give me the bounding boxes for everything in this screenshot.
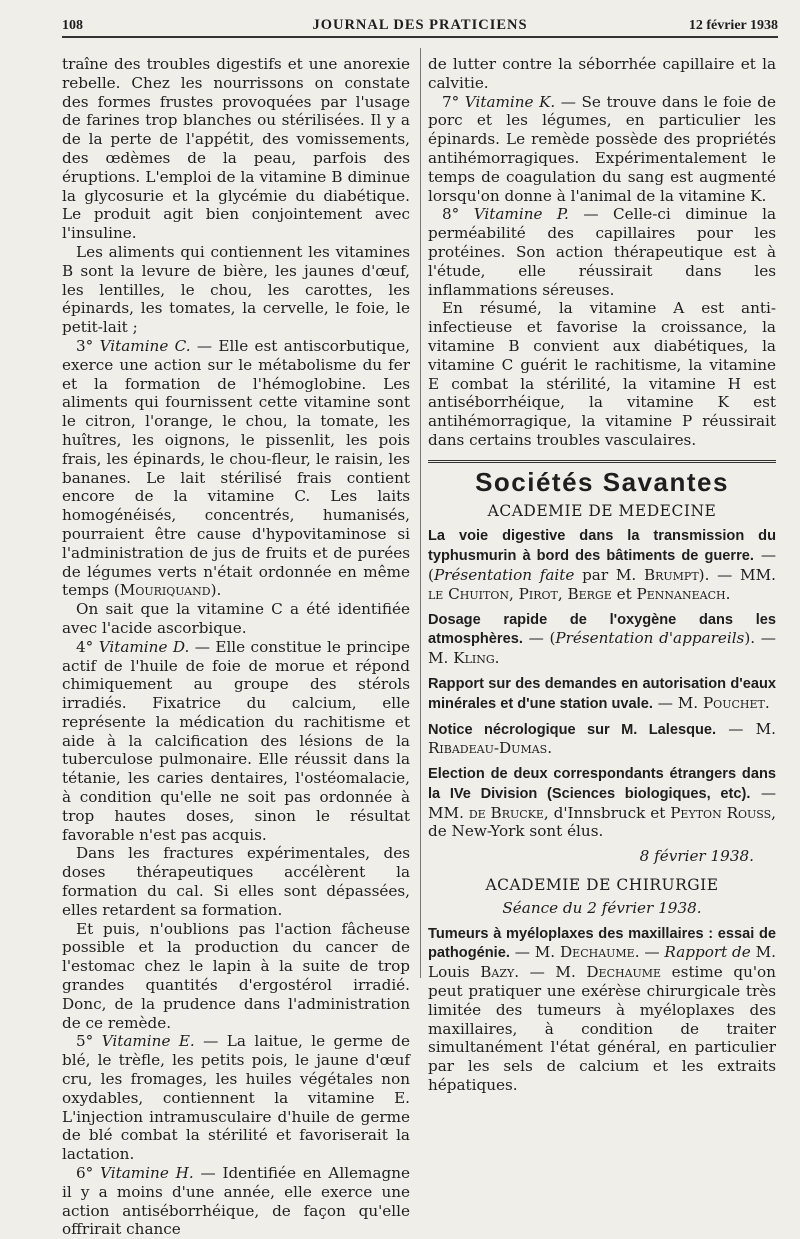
paragraph-vitamin-k: 7° Vitamine K. — Se trouve dans le foie de porc et les légumes, en particulier les épinards. Le remède possède des propriétés antihémorragiques. Expérimentalement le temps de coagulation du sang est augmenté lorsqu'on donne à l'animal de la vitamine K. [428,92,776,205]
paragraph-vitamin-p: 8° Vitamine P. — Celle-ci diminue la perméabilité des capillaires pour les protéines. Son action thérapeutique est à l'étude, elle réussirait dans les inflammations séreuses. [428,205,776,299]
signature-date: 8 février 1938. [639,847,754,866]
paragraph-vitamin-h: 6° Vitamine H. — Identifiée en Allemagne il y a moins d'une année, elle exerce une action antiséborrhéique, de façon qu'elle offrirait chance [62,1164,410,1239]
section-title: Sociétés Savantes [475,466,729,497]
vitamin-label: Vitamine D. [98,637,190,656]
list-item: La voie digestive dans la transmission du typhusmurin à bord des bâtiments de guerre. — (Présentation faite par M. Brumpt). — MM. le Chuiton, Pirot, Berge et Pennaneach. [428,528,777,603]
header-rule [62,36,778,38]
paragraph: Dans les fractures expérimentales, des doses thérapeutiques accélèrent la formation du cal. Si elles sont dépassées, elles retardent sa formation. [62,844,410,919]
author-name: Mouriquand [119,581,211,600]
vitamin-label: Vitamine C. [99,336,191,355]
journal-title: JOURNAL DES PRATICIENS [312,17,528,33]
list-item: Tumeurs à myéloplaxes des maxillaires : essai de pathogénie. — M. Dechaume. — Rapport de M. Louis Bazy. — M. Dechaume estime qu'on peut pratiquer une exérèse chirurgicale très limitée des tumeurs à myéloplaxes des maxillaires, à condition de traiter simultanément l'état général, en particulier par les sels de calcium et les extraits hépatiques. [428,925,776,1095]
paragraph-vitamin-d: 4° Vitamine D. — Elle constitue le principe actif de l'huile de foie de morue et répond chimiquement au groupe des stérols irradiés. Fixatrice du calcium, elle représente la médication du rachitisme et aide à la calcification des lésions de la tuberculose pulmonaire. Elle réussit dans la tétanie, les caries dentaires, l'ostéomalacie, à condition qu'elle ne soit pas ordonnée à trop hautes doses, sinon le résultat favorable n'est pas acquis. [62,637,410,844]
list-item: Election de deux correspondants étrangers dans la IVe Division (Sciences biologiques, etc). — MM. de Brucke, d'Innsbruck et Peyton Rouss, de New-York sont élus. [428,766,777,841]
vitamin-label: Vitamine H. [100,1164,194,1183]
academy-title: ACADEMIE DE CHIRURGIE [485,876,719,895]
list-item: Notice nécrologique sur M. Lalesque. — M. Ribadeau-Dumas. [428,719,776,758]
paragraph-vitamin-c: 3° Vitamine C. — Elle est antiscorbutique, exerce une action sur le métabolisme du fer et la formation de l'hémoglobine. Les aliments qui fournissent cette vitamine sont le citron, l'orange, le chou, la tomate, les huîtres, les oignons, le pissenlit, les pois frais, les épinards, le chou-fleur, le raisin, les bananes. Le lait stérilisé frais contient encore de la vitamine C. Les laits homogénéisés, concentrés, humanisés, pourraient être cause d'hypovitaminose si l'administration de jus de fruits et de purées de légumes verts n'était ordonnée en même temps (Mouriquand). [62,336,410,600]
issue-date: 12 février 1938 [688,18,778,33]
paragraph: de lutter contre la séborrhée capillaire et la calvitie. [428,55,776,92]
right-column [428,55,776,1101]
left-column [62,55,410,1239]
paragraph-vitamin-e: 5° Vitamine E. — La laitue, le germe de blé, le trèfle, les petits pois, le jaune d'œuf cru, les fromages, les huiles végétales non oxydables, contiennent la vitamine E. L'injection intramusculaire d'huile de germe de blé combat la stérilité et favoriserait la lactation. [62,1032,410,1164]
academy-title: ACADEMIE DE MEDECINE [487,501,717,520]
section-rule [428,460,776,463]
paragraph: On sait que la vitamine C a été identifiée avec l'acide ascorbique. [62,600,410,637]
paragraph: Et puis, n'oublions pas l'action fâcheuse possible et la production du cancer de l'estomac chez le lapin à la suite de trop grandes quantités d'ergostérol irradié. Donc, de la prudence dans l'administration de ce remède. [62,919,410,1032]
paragraph: traîne des troubles digestifs et une anorexie rebelle. Chez les nourrissons on constate des formes frustes provoquées par l'usage de farines trop blanches ou stérilisées. Il y a de la perte de l'appétit, des vomissements, des œdèmes de la peau, parfois des éruptions. L'emploi de la vitamine B diminue la glycosurie et la glycémie du diabétique. Le produit agit bien conjointement avec l'insuline. [62,55,410,243]
paragraph-summary: En résumé, la vitamine A est anti-infectieuse et favorise la croissance, la vitamine B convient aux diabétiques, la vitamine C guérit le rachitisme, la vitamine E combat la stérilité, la vitamine H est antiséborrhéique, la vitamine K est antihémorragique, la vitamine P réussirait dans certains troubles vasculaires. [428,299,776,449]
page-header [62,14,778,36]
paragraph: Les aliments qui contiennent les vitamines B sont la levure de bière, les jaunes d'œuf, les lentilles, le chou, les carottes, les épinards, les tomates, la cervelle, le foie, le petit-lait ; [62,242,410,337]
vitamin-label: Vitamine E. [101,1032,195,1051]
page-number: 108 [62,18,83,33]
list-item: Dosage rapide de l'oxygène dans les atmosphères. — (Présentation d'appareils). — M. Kling. [428,611,776,668]
column-divider [420,48,421,978]
list-item: Rapport sur des demandes en autorisation d'eaux minérales et d'une station uvale. — M. Pouchet. [428,675,776,712]
session-date: Séance du 2 février 1938. [502,898,702,917]
vitamin-label: Vitamine K. [464,92,556,111]
vitamin-label: Vitamine P. [473,205,569,224]
